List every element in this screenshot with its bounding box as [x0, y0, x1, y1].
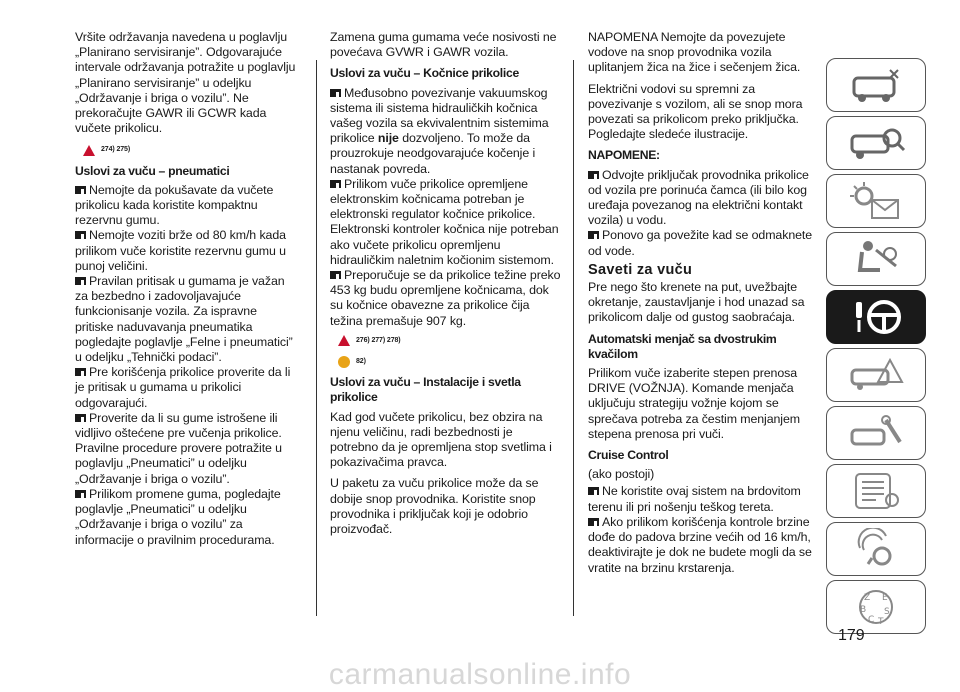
warning-refs: 274) 275) [101, 146, 131, 154]
column-divider [573, 60, 574, 616]
chapter-tab[interactable] [826, 348, 926, 402]
multimedia-icon [846, 528, 906, 570]
list-item: Ne koristite ovaj sistem na brdovitom terenu ili pri nošenju teškog tereta. [588, 484, 801, 514]
intro-paragraph: Vršite održavanja navedena u poglavlju „Planirano servisiranje”. Odgovarajuće intervale održavanja potražite u poglavlju „Planirano servisiranje” u odeljku „Održavanje i briga o vozilu”. Ne prekoračujte GAWR ili GCWR kada vučete prikolicu. [75, 30, 296, 136]
column-3 [588, 30, 818, 576]
note-paragraph: NAPOMENA Nemojte da povezujete vodove na snop provodnika vozila uplitanjem žica na žice i sečenjem žica. [588, 30, 801, 75]
section-heading-cruise: Cruise Control [588, 448, 669, 463]
list-item: Ako prilikom korišćenja kontrole brzine dođe do padova brzine većih od 16 km/h, deaktivirajte je dok ne budete mogli da se vratite na brzinu krstarenja. [588, 514, 812, 575]
svg-text:E: E [882, 593, 888, 603]
paragraph: Pre nego što krenete na put, uvežbajte okretanje, zaustavljanje i hod unazad sa prikolicom dalje od gustog saobraćaja. [588, 280, 805, 325]
chapter-tab[interactable] [826, 406, 926, 460]
car-dashboard-icon [846, 64, 906, 106]
page-number: 179 [838, 627, 865, 644]
svg-text:T: T [878, 617, 884, 627]
chapter-tab[interactable] [826, 174, 926, 228]
section-heading-towing-tips: Saveti za vuču [588, 261, 693, 278]
paragraph: Električni vodovi su spremni za povezivanje s vozilom, ali se snop mora povezati sa prikolicom preko priključka. Pogledajte sledeće ilustracije. [588, 81, 803, 142]
column-2 [330, 30, 562, 543]
svg-text:Z: Z [864, 593, 871, 603]
cruise-list [588, 484, 818, 575]
bullet-icon [75, 231, 86, 239]
warning-triangle-icon [83, 145, 95, 156]
list-item: Pravilan pritisak u gumama je važan za bezbedno i zadovoljavajuće funkcionisanje vozila. Za ispravne pritiske naduvavanja pneumatika pogledajte poglavlje „Felne i pneumatici” u odeljku „Tehnički podaci”. [75, 274, 293, 365]
paragraph: Kad god vučete prikolicu, bez obzira na njenu veličinu, radi bezbednosti je potrebno da je opremljena stop svetlima i pokazivačima pravca. [330, 409, 552, 470]
svg-text:B: B [860, 605, 867, 615]
svg-text:C: C [868, 615, 875, 625]
list-item: Nemojte voziti brže od 80 km/h kada prilikom vuče koristite rezervnu gumu u punoj veličini. [75, 228, 286, 273]
warning-triangle-icon [338, 335, 350, 346]
chapter-tab[interactable] [826, 522, 926, 576]
svg-text:S: S [884, 607, 890, 617]
airbag-seat-icon [846, 238, 906, 280]
warning-reference: 276) 277) 278) [338, 333, 562, 348]
bullet-icon [75, 277, 86, 285]
caution-circle-icon [338, 356, 350, 368]
car-search-icon [846, 122, 906, 164]
bullet-icon [330, 89, 341, 97]
paragraph: U paketu za vuču prikolice može da se dobije snop provodnika. Koristite snop provodnika i priključak koji je odobrio proizvođač. [330, 476, 539, 537]
paragraph: Prilikom vuče izaberite stepen prenosa DRIVE (VOŽNJA). Komande menjača uključuju strategiju vožnje kojom se sprečava potreba za čestim menjanjem stepena prenosa pri vuči. [588, 366, 800, 441]
cruise-subtitle: (ako postoji) [588, 467, 655, 482]
caution-reference: 82) [338, 354, 562, 369]
list-item: Proverite da li su gume istrošene ili vidljivo oštećene pre vučenja prikolice. Pravilne procedure provere potražite u poglavlju „Pneumatici” u odeljku „Održavanje i briga o vozilu”. [75, 410, 282, 486]
bullet-icon [75, 368, 86, 376]
bullet-icon [588, 487, 599, 495]
chapter-tab[interactable] [826, 58, 926, 112]
section-heading-dct: Automatski menjač sa dvostrukim kvačilom [588, 331, 777, 361]
specs-list-icon [846, 470, 906, 512]
bullet-icon [588, 171, 599, 179]
section-heading-tires: Uslovi za vuču – pneumatici [75, 163, 230, 178]
list-item: Odvojte priključak provodnika prikolice od vozila pre porinuća čamca (ili bilo kog uređaja povezanog na električni kontakt vozila) u vodu. [588, 167, 809, 228]
section-heading-wiring: Uslovi za vuču – Instalacije i svetla prikolice [330, 375, 521, 405]
chapter-tab[interactable] [826, 580, 926, 634]
key-steering-wheel-icon [846, 296, 906, 338]
list-item: Prilikom vuče prikolice opremljene elektronskim kočnicama potreban je elektronski regulator kočnice prikolice. Elektronski kontroler kočnica nije potreban ako vučete prikolicu opremljenu hidrauličkim naletnim kočionim sistemom. [330, 176, 559, 267]
column-divider [316, 60, 317, 616]
warning-reference [83, 142, 297, 157]
notes-list [588, 168, 818, 259]
bullet-icon [75, 414, 86, 422]
bullet-icon [75, 490, 86, 498]
column-1 [75, 30, 297, 548]
chapter-tab[interactable] [826, 232, 926, 286]
list-item: Međusobno povezivanje vakuumskog sistema ili sistema hidrauličkih kočnica vašeg vozila sa ekvivalentnim sistemima prikolice nije dozvoljeno. To može da prouzrokuje neodgovarajuće kočenje i nastanak povreda. [330, 85, 549, 176]
notes-heading: NAPOMENE: [588, 148, 660, 163]
intro-paragraph: Zamena guma gumama veće nosivosti ne povećava GVWR i GAWR vozila. [330, 30, 557, 60]
alphabet-index-icon [846, 586, 906, 628]
list-item: Preporučuje se da prikolice težine preko 453 kg budu opremljene kočnicama, dok su kočnice obavezne za prikolice čija težina premašuje 907 kg. [330, 268, 561, 328]
bullet-icon [588, 231, 599, 239]
section-heading-brakes: Uslovi za vuču – Kočnice prikolice [330, 66, 519, 81]
car-warning-icon [846, 354, 906, 396]
list-item: Pre korišćenja prikolice proverite da li je pritisak u gumama u prikolici odgovarajući. [75, 365, 291, 410]
warning-light-mail-icon [846, 180, 906, 222]
wrench-car-icon [846, 412, 906, 454]
list-item: Prilikom promene guma, pogledajte poglavlje „Pneumatici” u odeljku „Održavanje i briga o vozilu” za informacije o pravilnim procedurama. [75, 486, 281, 547]
watermark: carmanualsonline.info [328, 658, 632, 691]
list-item: Nemojte da pokušavate da vučete prikolicu kada koristite kompaktnu rezervnu gumu. [75, 182, 274, 228]
chapter-tab[interactable] [826, 464, 926, 518]
bullet-icon [330, 180, 341, 188]
bullet-icon [330, 271, 341, 279]
tire-conditions-list [75, 183, 297, 548]
bullet-icon [588, 518, 599, 526]
chapter-tab[interactable] [826, 116, 926, 170]
chapter-tab[interactable] [826, 290, 926, 344]
bullet-icon [75, 186, 86, 194]
list-item: Ponovo ga povežite kad se odmaknete od vode. [588, 228, 813, 258]
